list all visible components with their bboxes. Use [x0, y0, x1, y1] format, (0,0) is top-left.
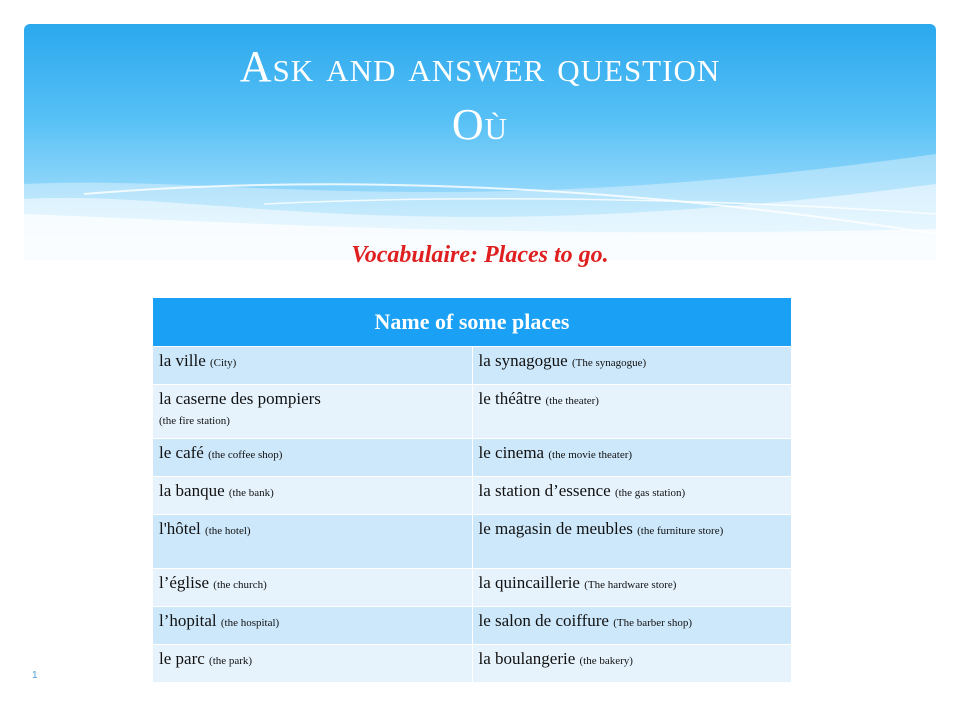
title-line-2: Où [451, 100, 509, 149]
table-row [153, 515, 792, 569]
table-cell: le magasin de meubles (the furniture store) [472, 515, 792, 569]
table-cell: la boulangerie (the bakery) [472, 645, 792, 683]
table-cell: la ville (City) [153, 347, 473, 385]
table-row [153, 607, 792, 645]
places-table [152, 297, 792, 683]
page-number: 1 [32, 670, 38, 681]
title-line-1: Ask and answer question [239, 42, 721, 91]
table-cell: la quincaillerie (The hardware store) [472, 569, 792, 607]
table-row [153, 347, 792, 385]
table-cell: le théâtre (the theater) [472, 385, 792, 439]
table-cell: l’hopital (the hospital) [153, 607, 473, 645]
table-cell: l’église (the church) [153, 569, 473, 607]
table-row [153, 439, 792, 477]
table-cell: la synagogue (The synagogue) [472, 347, 792, 385]
table-cell: la banque (the bank) [153, 477, 473, 515]
table-header: Name of some places [153, 298, 792, 347]
slide-subtitle: Vocabulaire: Places to go. [351, 242, 609, 268]
table-cell: la station d’essence (the gas station) [472, 477, 792, 515]
slide-title [24, 38, 936, 154]
table-cell: le cinema (the movie theater) [472, 439, 792, 477]
table-cell: le café (the coffee shop) [153, 439, 473, 477]
table-row [153, 569, 792, 607]
table-cell: l'hôtel (the hotel) [153, 515, 473, 569]
table-cell: le parc (the park) [153, 645, 473, 683]
table-row [153, 385, 792, 439]
table-cell: le salon de coiffure (The barber shop) [472, 607, 792, 645]
table-cell: la caserne des pompiers (the fire station) [153, 385, 473, 439]
table-row [153, 477, 792, 515]
table-row [153, 645, 792, 683]
